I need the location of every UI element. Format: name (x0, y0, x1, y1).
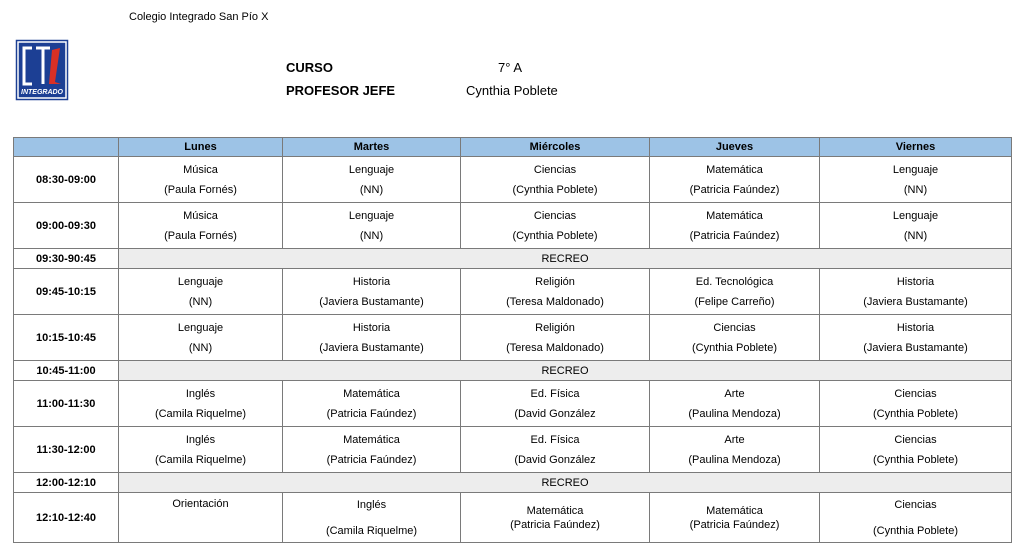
teacher: (Javiera Bustamante) (863, 341, 968, 354)
subject: Historia (896, 275, 935, 288)
time-cell: 10:45-11:00 (14, 361, 119, 381)
teacher: (Cynthia Poblete) (873, 524, 958, 537)
teacher: (Patricia Faúndez) (689, 229, 780, 242)
class-cell (461, 493, 650, 543)
subject: Matemática (706, 504, 763, 517)
subject: Matemática (343, 433, 400, 446)
table-row (14, 269, 1012, 315)
day-header: Martes (283, 138, 461, 157)
teacher: (NN) (359, 229, 384, 242)
teacher: (Cynthia Poblete) (873, 407, 958, 420)
teacher: (Cynthia Poblete) (873, 453, 958, 466)
class-cell (119, 269, 283, 315)
class-cell (283, 269, 461, 315)
time-cell: 11:00-11:30 (14, 381, 119, 427)
subject: Lenguaje (177, 275, 224, 288)
time-cell: 11:30-12:00 (14, 427, 119, 473)
curso-value: 7° A (498, 60, 522, 75)
subject: Lenguaje (892, 163, 939, 176)
class-cell (820, 269, 1012, 315)
day-header: Miércoles (461, 138, 650, 157)
class-cell (119, 381, 283, 427)
teacher: (Javiera Bustamante) (319, 295, 424, 308)
subject: Matemática (706, 163, 763, 176)
teacher: (Paulina Mendoza) (688, 453, 781, 466)
subject: Ed. Física (530, 387, 580, 400)
class-cell (650, 157, 820, 203)
schedule-table (13, 137, 1012, 543)
table-row (14, 381, 1012, 427)
class-cell (461, 427, 650, 473)
break-row (14, 361, 1012, 381)
recreo-cell: RECREO (119, 473, 1012, 493)
subject: Ciencias (533, 209, 577, 222)
day-header: Jueves (650, 138, 820, 157)
subject: Matemática (706, 209, 763, 222)
school-logo (14, 38, 70, 102)
time-cell: 09:45-10:15 (14, 269, 119, 315)
teacher: (Javiera Bustamante) (863, 295, 968, 308)
class-cell (283, 427, 461, 473)
class-cell (461, 381, 650, 427)
teacher: (Cynthia Poblete) (692, 341, 777, 354)
table-row (14, 427, 1012, 473)
teacher: (Cynthia Poblete) (512, 229, 598, 242)
class-cell (119, 493, 283, 543)
class-cell (820, 203, 1012, 249)
subject: Lenguaje (892, 209, 939, 222)
subject: Lenguaje (348, 209, 395, 222)
day-header: Lunes (119, 138, 283, 157)
break-row (14, 473, 1012, 493)
subject: Matemática (526, 504, 584, 517)
teacher: (David González (514, 453, 596, 466)
teacher: (NN) (359, 183, 384, 196)
subject: Música (183, 209, 218, 222)
profesor-jefe-label: PROFESOR JEFE (286, 83, 396, 98)
class-cell (650, 315, 820, 361)
subject: Historia (896, 321, 935, 334)
table-row (14, 315, 1012, 361)
teacher: (Camila Riquelme) (325, 524, 418, 537)
class-cell (461, 315, 650, 361)
teacher: (Patricia Faúndez) (326, 453, 417, 466)
class-cell (119, 315, 283, 361)
class-cell (461, 157, 650, 203)
profesor-jefe-value: Cynthia Poblete (466, 83, 558, 98)
subject: Lenguaje (348, 163, 395, 176)
table-row (14, 203, 1012, 249)
time-cell: 08:30-09:00 (14, 157, 119, 203)
subject: Inglés (356, 498, 387, 511)
subject: Arte (724, 433, 745, 446)
recreo-cell: RECREO (119, 361, 1012, 381)
class-cell (119, 427, 283, 473)
teacher: (NN) (188, 341, 213, 354)
subject: Ed. Física (530, 433, 580, 446)
subject: Historia (352, 321, 391, 334)
teacher: (Javiera Bustamante) (319, 341, 424, 354)
class-cell (820, 493, 1012, 543)
subject: Inglés (185, 433, 216, 446)
teacher: (Paulina Mendoza) (688, 407, 781, 420)
teacher: (Cynthia Poblete) (512, 183, 598, 196)
class-cell (650, 381, 820, 427)
time-cell: 09:00-09:30 (14, 203, 119, 249)
table-row (14, 157, 1012, 203)
subject: Inglés (185, 387, 216, 400)
class-cell (461, 203, 650, 249)
class-cell (820, 381, 1012, 427)
teacher: (Patricia Faúndez) (689, 183, 780, 196)
teacher: (Teresa Maldonado) (506, 341, 604, 354)
teacher: (Patricia Faúndez) (326, 407, 417, 420)
class-cell (461, 269, 650, 315)
class-cell (119, 203, 283, 249)
corner-cell (14, 138, 119, 157)
subject: Ciencias (894, 387, 937, 400)
subject: Matemática (343, 387, 400, 400)
time-cell: 12:10-12:40 (14, 493, 119, 543)
teacher: (David González (514, 407, 596, 420)
teacher: (NN) (903, 229, 928, 242)
subject: Lenguaje (177, 321, 224, 334)
school-name: Colegio Integrado San Pío X (129, 11, 269, 23)
class-cell (650, 427, 820, 473)
class-cell (283, 157, 461, 203)
class-cell (820, 315, 1012, 361)
subject: Ciencias (713, 321, 756, 334)
subject: Ciencias (533, 163, 577, 176)
teacher: (Teresa Maldonado) (506, 295, 604, 308)
subject: Orientación (172, 498, 229, 510)
class-cell (650, 493, 820, 543)
teacher: (Patricia Faúndez) (510, 518, 600, 531)
table-row (14, 493, 1012, 543)
class-cell (650, 269, 820, 315)
subject: Ed. Tecnológica (695, 275, 774, 288)
subject: Ciencias (894, 433, 937, 446)
header-row (14, 138, 1012, 157)
teacher: (Patricia Faúndez) (689, 518, 780, 531)
teacher: (Camila Riquelme) (154, 453, 247, 466)
time-cell: 10:15-10:45 (14, 315, 119, 361)
teacher: (Camila Riquelme) (154, 407, 247, 420)
curso-label: CURSO (286, 60, 333, 75)
time-cell: 09:30-90:45 (14, 249, 119, 269)
teacher: (NN) (903, 183, 928, 196)
subject: Música (183, 163, 218, 176)
class-cell (650, 203, 820, 249)
class-cell (820, 157, 1012, 203)
teacher: (Felipe Carreño) (694, 295, 775, 308)
teacher: (Paula Fornés) (164, 229, 237, 242)
class-cell (820, 427, 1012, 473)
break-row (14, 249, 1012, 269)
recreo-cell: RECREO (119, 249, 1012, 269)
subject: Religión (535, 321, 575, 334)
subject: Religión (535, 275, 575, 288)
subject: Historia (352, 275, 391, 288)
subject: Ciencias (894, 498, 937, 511)
class-cell (283, 315, 461, 361)
time-cell: 12:00-12:10 (14, 473, 119, 493)
class-cell (283, 381, 461, 427)
class-cell (283, 493, 461, 543)
class-cell (283, 203, 461, 249)
subject: Arte (724, 387, 745, 400)
teacher: (NN) (188, 295, 213, 308)
svg-text:INTEGRADO: INTEGRADO (21, 89, 63, 96)
class-cell (119, 157, 283, 203)
day-header: Viernes (820, 138, 1012, 157)
teacher: (Paula Fornés) (164, 183, 237, 196)
